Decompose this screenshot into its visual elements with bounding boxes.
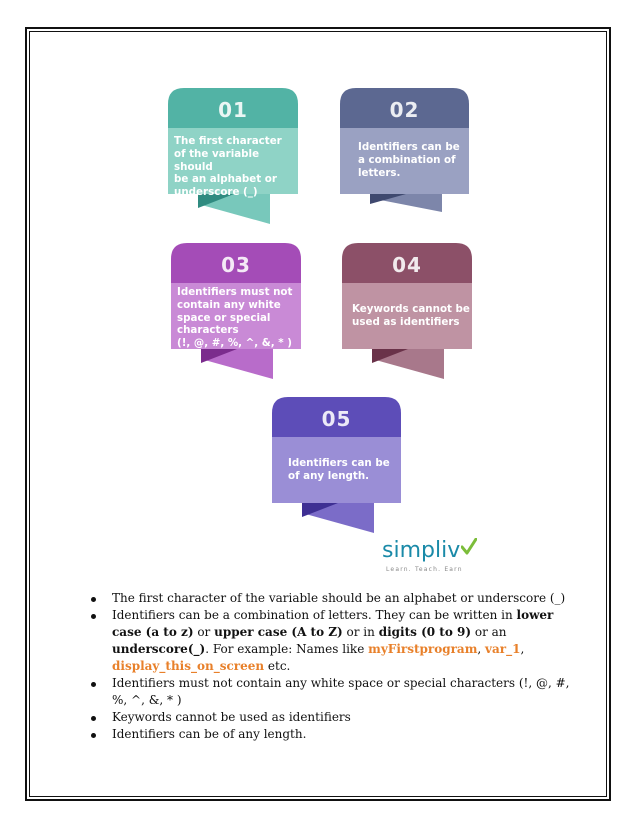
- upper-case-term: upper case (A to Z): [214, 625, 343, 639]
- card-01-number: 01: [218, 98, 248, 122]
- list-item: [85, 709, 571, 726]
- list-item: [85, 675, 571, 709]
- card-04-number: 04: [392, 253, 422, 277]
- digits-term: digits (0 to 9): [378, 625, 472, 639]
- example-name: display_this_on_screen: [112, 659, 265, 673]
- rule-text: Identifiers must not contain any white space or special characters (!, @, #, %, ^, &, * ): [112, 676, 570, 707]
- underscore-term: underscore(_): [112, 642, 206, 656]
- rule-text: Identifiers can be a combination of letters. They can be written in lower case (a to z) or upper case (A to Z) or in digits (0 to 9) or an underscore(_). For example: Names like myFirstprogram, var_1, display_this_on_screen etc.: [112, 608, 554, 673]
- list-item: [85, 607, 571, 675]
- info-card-02: [340, 88, 469, 214]
- list-item: [85, 590, 571, 607]
- rules-list: [85, 590, 571, 743]
- info-card-03: [171, 243, 301, 381]
- info-card-04: [342, 243, 472, 381]
- lower-case-term: lower case (a to z): [112, 608, 554, 639]
- bullet-icon: [91, 614, 96, 619]
- bullet-icon: [91, 733, 96, 738]
- rule-text: Identifiers can be of any length.: [112, 727, 307, 741]
- list-item: [85, 726, 571, 743]
- simpliv-logo: [382, 538, 478, 578]
- card-02-number: 02: [389, 98, 420, 122]
- rule-text: The first character of the variable should be an alphabet or underscore (_): [112, 591, 566, 605]
- example-name: var_1: [485, 642, 521, 656]
- info-card-05: [272, 397, 401, 535]
- card-03-text: Identifiers must not contain any white space or special characters (!, @, #, %, ^, &, * ): [177, 286, 293, 350]
- rule-text: Keywords cannot be used as identifiers: [112, 710, 351, 724]
- logo-tagline: Learn. Teach. Earn: [386, 566, 463, 573]
- bullet-icon: [91, 682, 96, 687]
- example-name: myFirstprogram: [368, 642, 478, 656]
- card-01-text: The first character of the variable should be an alphabet or underscore (_): [174, 135, 282, 199]
- card-02-text: Identifiers can be a combination of letters.: [358, 141, 460, 179]
- bullet-icon: [91, 597, 96, 602]
- card-03-number: 03: [221, 253, 251, 277]
- card-05-text: Identifiers can be of any length.: [288, 457, 390, 482]
- card-04-text: Keywords cannot be used as identifiers: [352, 303, 470, 328]
- bullet-icon: [91, 716, 96, 721]
- checkmark-icon: [461, 538, 477, 556]
- logo-wordmark: simpliv: [382, 538, 461, 563]
- info-card-01: [168, 88, 298, 226]
- card-05-number: 05: [321, 407, 352, 431]
